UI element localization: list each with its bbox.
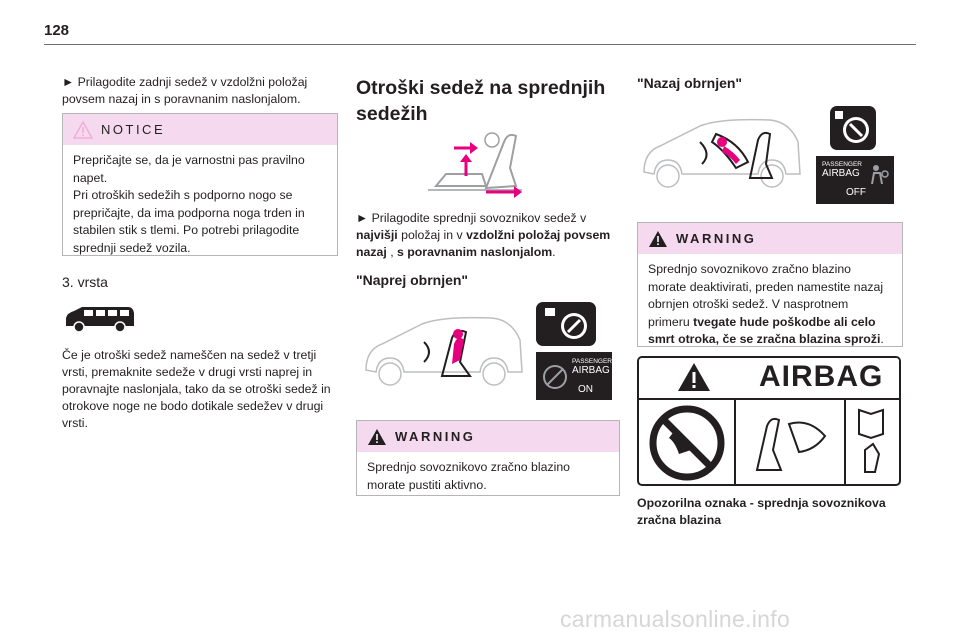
passenger-airbag-on-indicator <box>536 352 612 400</box>
airbag-label-title: AIRBAG <box>759 360 884 393</box>
intro-text: Prilagodite zadnji sedež v vzdolžni položaj povsem nazaj in s poravnanim naslonjalom. <box>62 75 308 106</box>
airbag-warning-label <box>637 356 901 486</box>
manual-book-icon <box>859 410 883 438</box>
warning-box-forward <box>356 420 620 496</box>
adjust-text-3: , <box>390 245 394 259</box>
warning-title: WARNING <box>676 231 757 246</box>
watermark: carmanualsonline.info <box>560 606 791 632</box>
page-number: 128 <box>44 22 70 39</box>
row-heading: 3. vrsta <box>62 274 108 290</box>
airbag-label-airbag: AIRBAG <box>822 168 860 179</box>
adjust-bold-3: s poravnanim naslonjalom <box>397 245 553 259</box>
warning-header <box>638 223 902 254</box>
seven-seat-car-icon <box>62 304 136 334</box>
warning-text-2: . <box>880 332 884 346</box>
airbag-label-header <box>639 358 899 400</box>
adjust-text-2: položaj in v <box>401 228 463 242</box>
airbag-label-pictograms <box>639 400 899 486</box>
airbag-label-passenger: PASSENGER <box>572 358 612 365</box>
warning-header <box>357 421 619 452</box>
warning-text-1: Sprednjo sovoznikovo zračno blazino morate deaktivirati, preden namestite nazaj obrnjen otroški sedež. V nasprotnem primeru <box>648 262 884 329</box>
child-seat-crossed-icon <box>542 364 568 390</box>
adjust-text-4: . <box>552 245 556 259</box>
airbag-key-switch-icon <box>536 302 596 346</box>
warning-body: Sprednjo sovoznikovo zračno blazino morate pustiti aktivno. <box>367 460 571 492</box>
front-seat-adjust-illustration <box>426 128 526 200</box>
warning-body <box>638 254 902 357</box>
rear-heading: "Nazaj obrnjen" <box>637 75 743 91</box>
hand-pointing-icon <box>865 444 879 472</box>
warning-box-rear <box>637 222 903 347</box>
airbag-state-on: ON <box>578 384 593 395</box>
notice-box <box>62 113 338 256</box>
airbag-state-off: OFF <box>846 187 866 198</box>
adjust-bold-1: najvišji <box>356 228 398 242</box>
airbag-switch-on <box>536 302 596 346</box>
bullet-arrow: ► <box>62 75 75 89</box>
header-rule <box>44 44 916 45</box>
notice-title: NOTICE <box>101 122 166 137</box>
passenger-airbag-off-indicator <box>816 156 894 204</box>
airbag-label-airbag: AIRBAG <box>572 365 610 376</box>
adjust-text-1: Prilagodite sprednji sovoznikov sedež v <box>371 211 587 225</box>
notice-header <box>63 114 337 145</box>
forward-heading: "Naprej obrnjen" <box>356 272 469 288</box>
warning-triangle-icon <box>367 428 387 446</box>
notice-body: Prepričajte se, da je varnostni pas pravilno napet. Pri otroških sedežih s podporno nogo se prepričajte, da ima podporna noga trden in stabilen stik s tlemi. Po potrebi prilagodite sprednji sedež vozila. <box>73 153 305 255</box>
warning-bold: tvegate hude poškodbe ali celo smrt otroka, če se zračna blazina sproži <box>648 314 881 346</box>
warning-triangle-outline-icon <box>73 121 93 139</box>
intro-paragraph <box>62 74 332 108</box>
seat-icon <box>757 419 781 470</box>
airbag-key-switch-icon <box>830 106 876 150</box>
label-caption: Opozorilna oznaka - sprednja sovoznikova zračna blazina <box>637 496 886 527</box>
row-paragraph: Če je otroški sedež nameščen na sedež v tretji vrsti, premaknite sedeže v drugi vrsti naprej in poravnajte naslonjala, tako da se otroški sedež in otrokove noge ne bodo dotikale sedežev v drugi vrsti. <box>62 348 331 430</box>
adjust-paragraph <box>356 210 614 261</box>
warning-triangle-icon <box>677 362 711 392</box>
forward-facing-car-illustration <box>362 310 526 392</box>
airbag-person-icon <box>866 162 890 186</box>
adjust-bold-2: vzdolžni položaj povsem nazaj <box>356 228 611 259</box>
bullet-arrow: ► <box>356 211 369 225</box>
section-title: Otroški sedež na sprednjih sedežih <box>356 77 606 125</box>
airbag-label-passenger: PASSENGER <box>822 161 862 168</box>
rear-facing-car-illustration <box>640 112 804 194</box>
airbag-deploy-icon <box>789 423 825 453</box>
warning-triangle-icon <box>648 230 668 248</box>
warning-title: WARNING <box>395 429 476 444</box>
airbag-switch-off <box>830 106 876 150</box>
